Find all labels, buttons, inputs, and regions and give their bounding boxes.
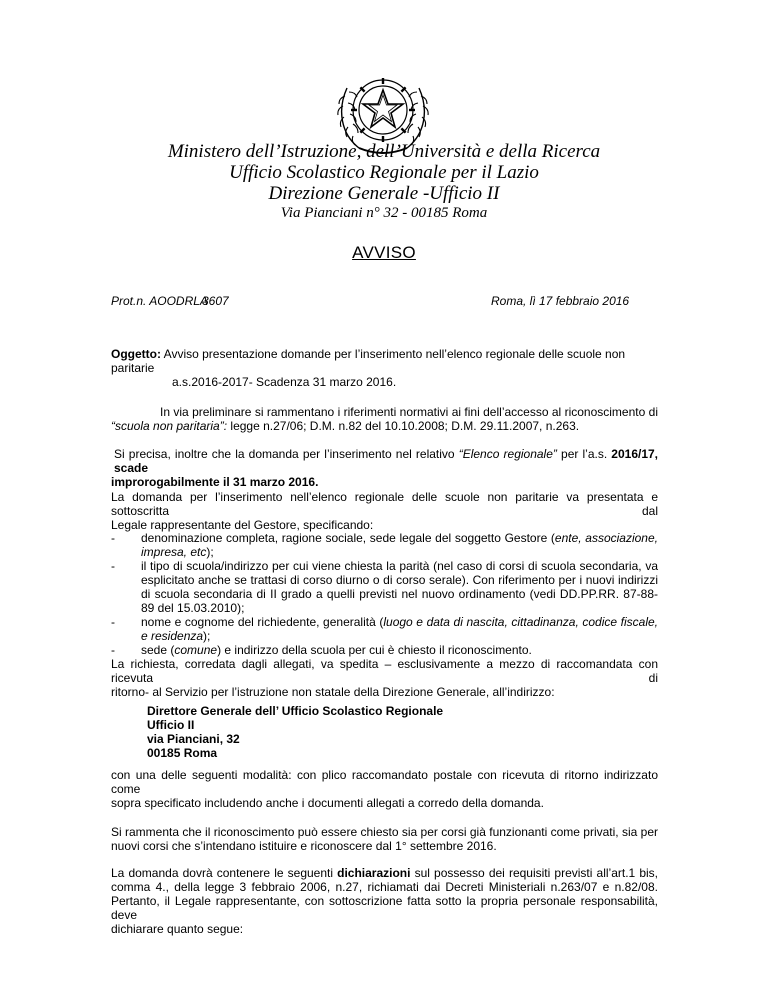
- list-item: [111, 615, 658, 643]
- paragraph-application: [111, 490, 658, 532]
- paragraph-declarations: [111, 866, 658, 936]
- paragraph-modalities-line-2: sopra specificato includendo anche i documenti allegati a corredo della domanda.: [111, 796, 544, 810]
- office-address: Via Pianciani n° 32 - 00185 Roma: [280, 205, 488, 221]
- paragraph-declarations-b: sul possesso dei requisiti previsti all’art.1 bis,: [410, 866, 658, 880]
- paragraph-application-line-2: Legale rappresentante del Gestore, specificando:: [111, 518, 374, 532]
- paragraph-normative-rest: legge n.27/06; D.M. n.82 del 10.10.2008; D.M. 29.11.2007, n.263.: [227, 419, 580, 433]
- requirements-list: [111, 531, 658, 657]
- paragraph-application-line-1: La domanda per l’inserimento nell’elenco regionale delle scuole non paritarie va presentata e sottoscritta dal: [111, 490, 658, 518]
- recipient-line-3: via Pianciani, 32: [147, 732, 240, 746]
- paragraph-shipping: [111, 657, 658, 699]
- paragraph-deadline: [111, 447, 658, 489]
- protocol-number: 3607: [202, 294, 229, 308]
- paragraph-normative-italic: “scuola non paritaria”:: [111, 419, 228, 433]
- list-item-3-italic: luogo e data di nascita, cittadinanza, codice fiscale, e residenza: [141, 615, 658, 643]
- list-item-1-italic: ente, associazione, impresa, etc: [141, 531, 658, 559]
- paragraph-modalities-line-1: con una delle seguenti modalità: con plico raccomandato postale con ricevuta di ritorno indirizzato come: [111, 768, 658, 796]
- recipient-line-4: 00185 Roma: [147, 746, 218, 760]
- paragraph-shipping-line-1: La richiesta, corredata dagli allegati, va spedita – esclusivamente a mezzo di raccomandata con ricevuta di: [111, 657, 658, 685]
- list-item-4-b: ) e indirizzo della scuola per cui è chiesto il riconoscimento.: [217, 643, 532, 657]
- paragraph-declarations-bold: dichiarazioni: [337, 866, 411, 880]
- list-item-1-b: );: [206, 545, 214, 559]
- paragraph-normative: [111, 405, 658, 433]
- paragraph-declarations-line-3: Pertanto, il Legale rappresentante, con sottoscrizione fatta sotto la propria personale responsabilità, deve: [111, 894, 658, 922]
- list-item-2: il tipo di scuola/indirizzo per cui viene chiesta la parità (nel caso di corsi di scuola secondaria, va esplicitato anche se trattasi di corso diurno o di corso serale). Con riferimento per i nuovi indirizzi di scuola secondaria di II grado a quelli previsti nel nuovo ordinamento (vedi DD.PP.RR. 87-88-89 del 15.03.2010);: [141, 559, 658, 615]
- list-item: [111, 559, 658, 615]
- place-date: Roma, lì 17 febbraio 2016: [491, 294, 630, 308]
- recipient-line-1: Direttore Generale dell’ Ufficio Scolastico Regionale: [147, 704, 444, 718]
- subject-line-1: Avviso presentazione domande per l’inserimento nell’elenco regionale delle scuole non paritarie: [111, 347, 626, 375]
- paragraph-normative-line-1: In via preliminare si rammentano i riferimenti normativi ai fini dell’accesso al riconoscimento di: [160, 405, 658, 419]
- subject-line-2: a.s.2016-2017- Scadenza 31 marzo 2016.: [172, 375, 397, 389]
- recipient-address: [147, 704, 443, 760]
- paragraph-recognition: [111, 825, 658, 853]
- subject-block: [111, 347, 658, 389]
- paragraph-deadline-italic: “Elenco regionale”: [458, 447, 557, 461]
- subject-label: Oggetto:: [111, 347, 161, 361]
- ministry-name: Ministero dell’Istruzione, dell’Università e della Ricerca: [167, 141, 601, 162]
- list-dash: -: [111, 643, 115, 657]
- list-dash: -: [111, 531, 115, 545]
- list-item-1-a: denominazione completa, ragione sociale, sede legale del soggetto Gestore (: [141, 531, 555, 545]
- list-item-4-a: sede (: [141, 643, 175, 657]
- protocol-prefix: Prot.n. AOODRLA: [111, 294, 208, 308]
- paragraph-declarations-line-4: dichiarare quanto segue:: [111, 922, 244, 936]
- directorate-name: Direzione Generale -Ufficio II: [268, 183, 500, 204]
- paragraph-deadline-a: Si precisa, inoltre che la domanda per l’inserimento nel relativo: [114, 447, 459, 461]
- list-item-3-a: nome e cognome del richiedente, generalità (: [141, 615, 384, 629]
- list-item: [111, 643, 658, 657]
- paragraph-modalities: [111, 768, 658, 810]
- office-name: Ufficio Scolastico Regionale per il Lazio: [229, 162, 539, 183]
- list-item-4-italic: comune: [174, 643, 218, 657]
- letterhead: [0, 141, 768, 223]
- paragraph-declarations-a: La domanda dovrà contenere le seguenti: [111, 866, 338, 880]
- paragraph-recognition-line-1: Si rammenta che il riconoscimento può essere chiesto sia per corsi già funzionanti come privati, sia per: [111, 825, 658, 839]
- list-item-3-b: );: [203, 629, 211, 643]
- list-dash: -: [111, 615, 115, 629]
- list-item: [111, 531, 658, 559]
- paragraph-deadline-b: per l’a.s.: [556, 447, 612, 461]
- paragraph-deadline-bold-1: 2016/17, scade: [114, 447, 659, 475]
- paragraph-shipping-line-2: ritorno- al Servizio per l’istruzione non statale della Direzione Generale, all’indirizzo:: [111, 685, 555, 699]
- paragraph-declarations-line-2: comma 4., della legge 3 febbraio 2006, n.27, richiamati dai Decreti Ministeriali n.263/07 e n.82/08.: [111, 880, 658, 894]
- recipient-line-2: Ufficio II: [147, 718, 195, 732]
- paragraph-recognition-line-2: nuovi corsi che s’intendano istituire e riconoscere dal 1° settembre 2016.: [111, 839, 497, 853]
- list-dash: -: [111, 559, 115, 573]
- paragraph-deadline-bold-2: improrogabilmente il 31 marzo 2016.: [111, 475, 319, 489]
- document-title: AVVISO: [352, 243, 416, 262]
